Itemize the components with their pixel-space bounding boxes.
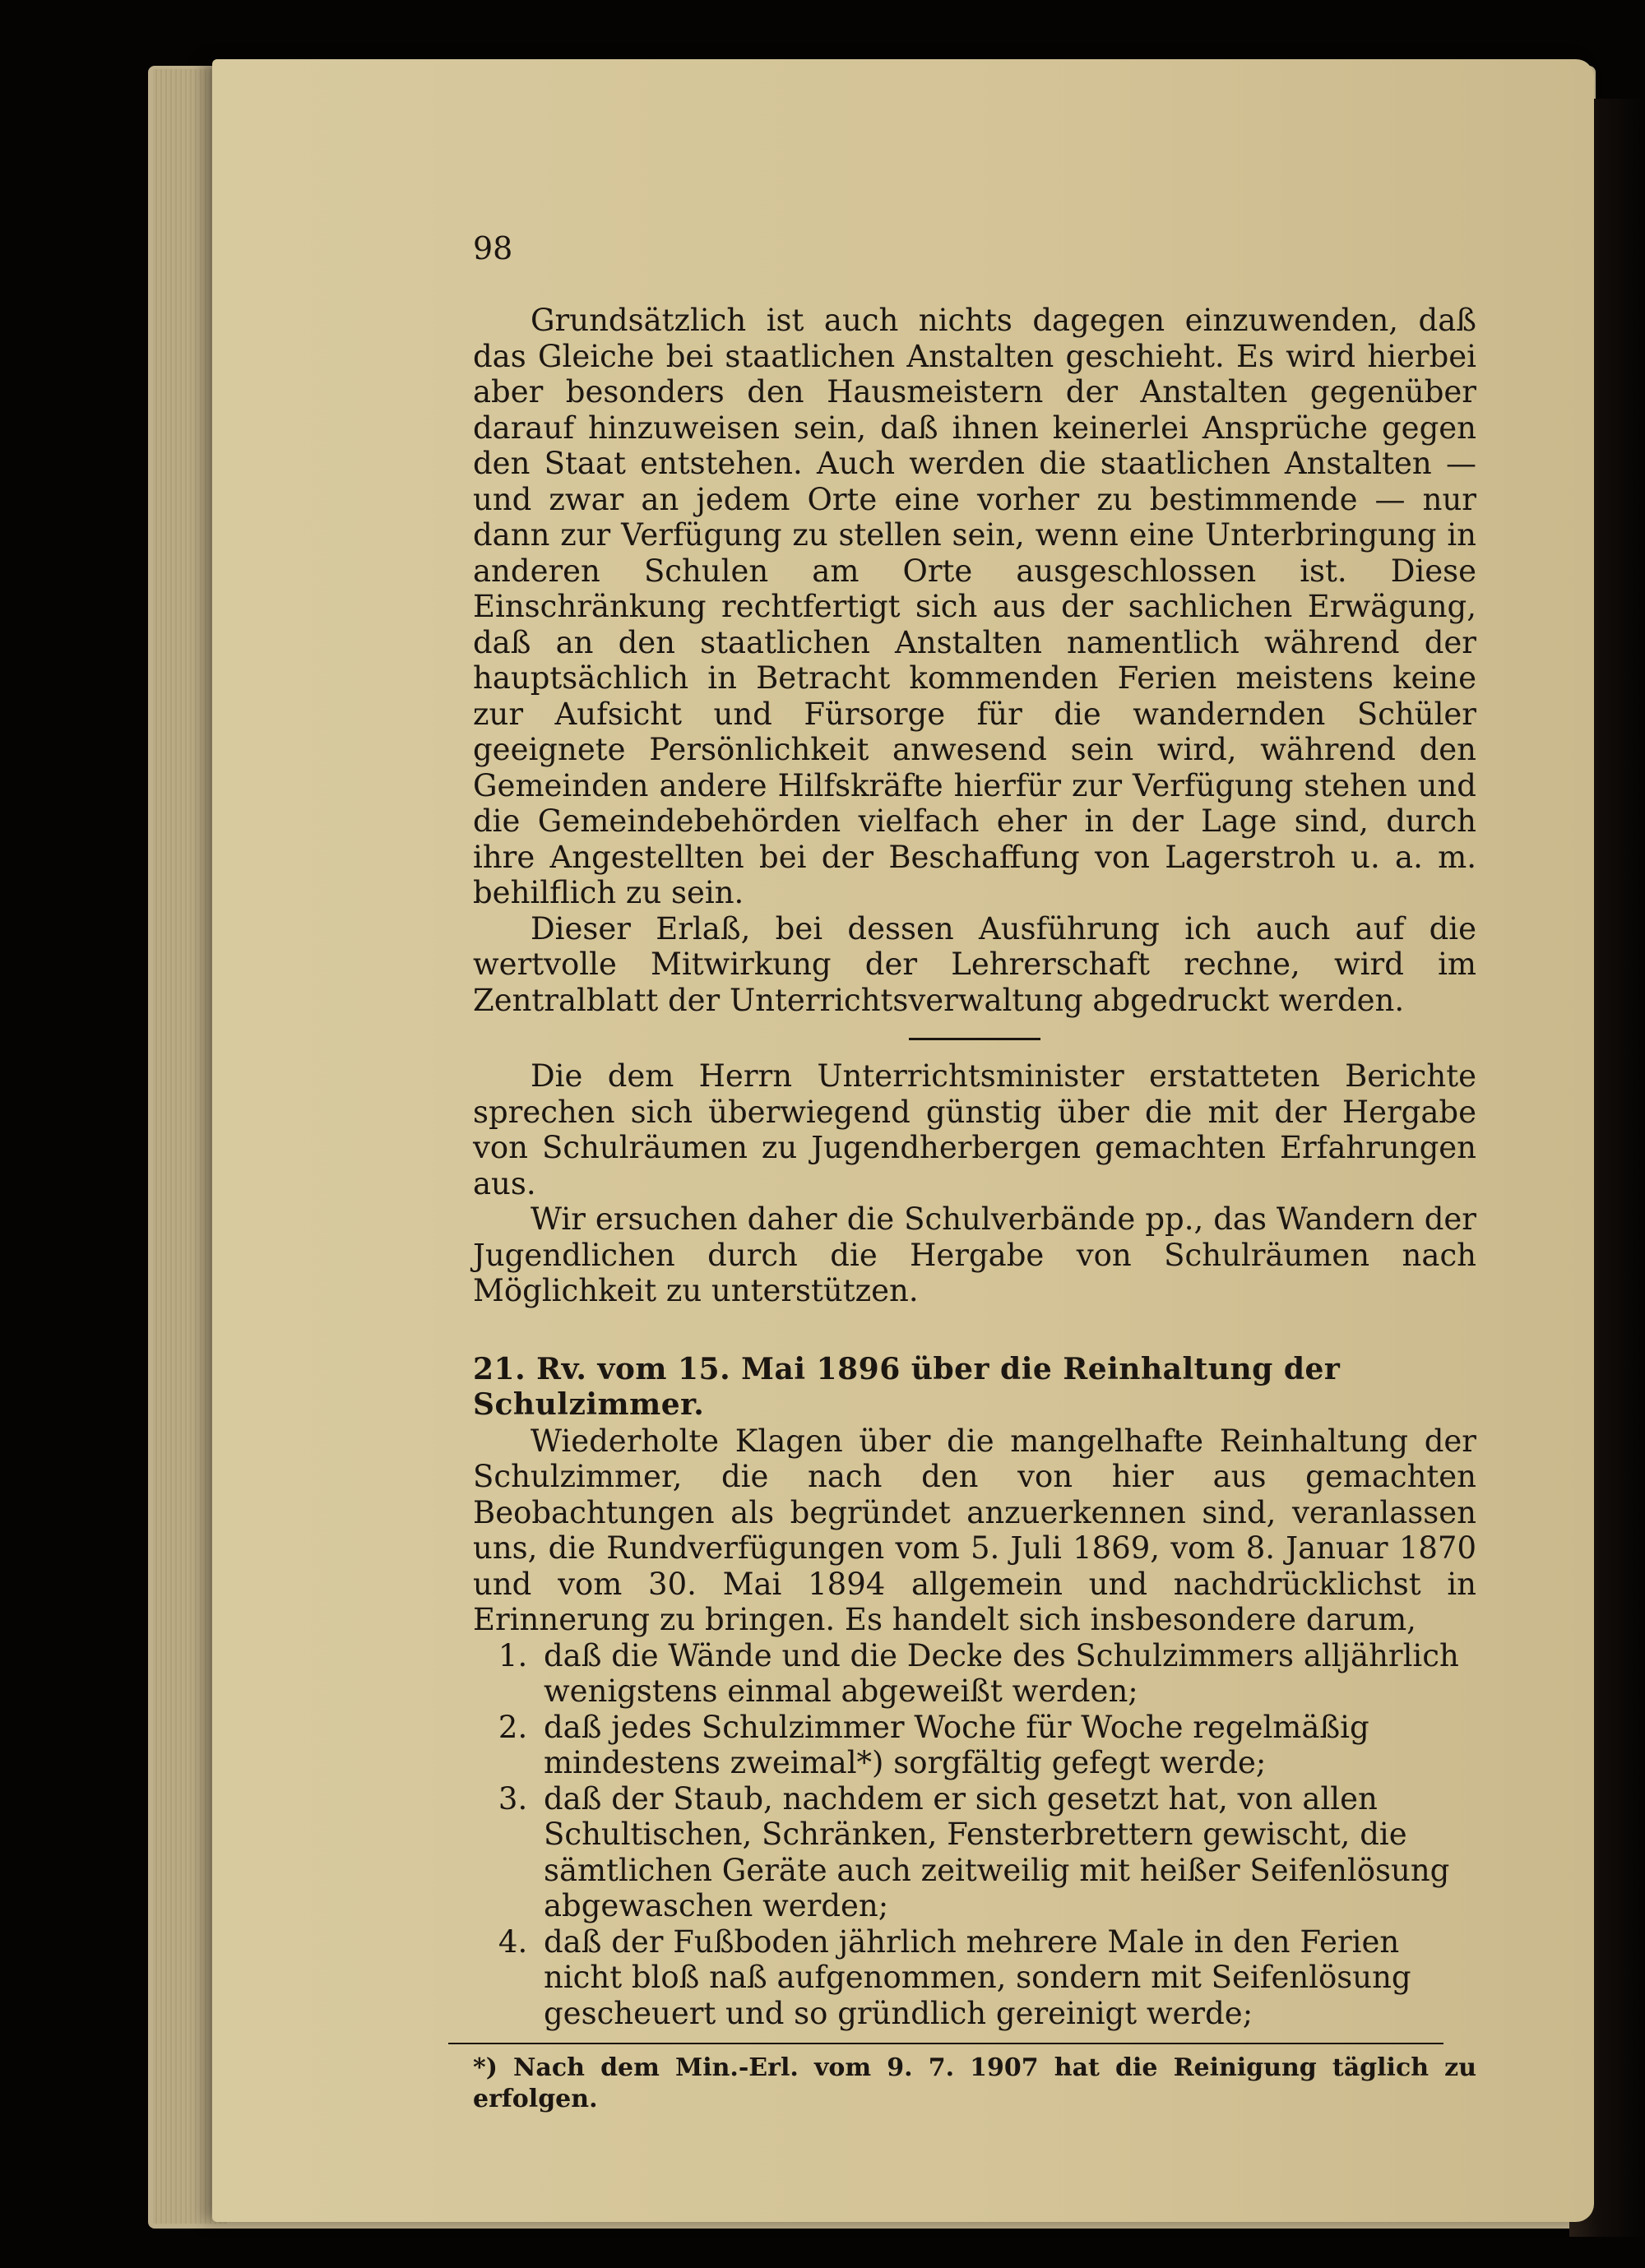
paragraph: Wir ersuchen daher die Schulverbände pp., das Wandern der Jugendlichen durch die Hergabe von Schulräumen nach Möglichkeit zu unterstützen. [473,1201,1476,1308]
paragraph: Grundsätzlich ist auch nichts dagegen einzuwenden, daß das Gleiche bei staatlichen Anstalten geschieht. Es wird hierbei aber besonders den Hausmeistern der Anstalten gegenüber darauf hinzuweisen sein, daß ihnen keinerlei Ansprüche gegen den Staat entstehen. Auch werden die staatlichen Anstalten — und zwar an jedem Orte eine vorher zu bestimmende — nur dann zur Verfügung zu stellen sein, wenn eine Unterbringung in anderen Schulen am Orte ausgeschlossen ist. Diese Einschränkung rechtfertigt sich aus der sachlichen Erwägung, daß an den staatlichen Anstalten namentlich während der hauptsächlich in Betracht kommenden Ferien meistens keine zur Aufsicht und Fürsorge für die wandernden Schüler geeignete Persönlichkeit anwesend sein wird, während den Gemeinden andere Hilfskräfte hierfür zur Verfügung stehen und die Gemeindebehörden vielfach eher in der Lage sind, durch ihre Angestellten bei der Beschaffung von Lagerstroh u. a. m. behilflich zu sein. [473,303,1476,910]
text-block [473,222,1476,2115]
list-item: 3. daß der Staub, nachdem er sich gesetzt hat, von allen Schultischen, Schränken, Fensterbrettern gewischt, die sämtlichen Geräte auch zeitweilig mit heißer Seifenlösung abgewaschen werden; [537,1781,1476,1924]
section-heading: 21. Rv. vom 15. Mai 1896 über die Reinhaltung der Schulzimmer. [473,1351,1341,1422]
page-number: 98 [473,230,513,266]
list-item: 1. daß die Wände und die Decke des Schulzimmers alljährlich wenigstens einmal abgeweißt werden; [537,1638,1476,1710]
footnote: *) Nach dem Min.-Erl. vom 9. 7. 1907 hat die Reinigung täglich zu erfolgen. [473,2053,1476,2113]
separator-rule [909,1038,1040,1040]
paragraph: Wiederholte Klagen über die mangelhafte Reinhaltung der Schulzimmer, die nach den von hier aus gemachten Beobachtungen als begründet anzuerkennen sind, veranlassen uns, die Rundverfügungen vom 5. Juli 1869, vom 8. Januar 1870 und vom 30. Mai 1894 allgemein und nachdrücklichst in Erinnerung zu bringen. Es handelt sich insbesondere darum, [473,1423,1476,1637]
footnote-rule [448,2043,1443,2044]
paragraph: Dieser Erlaß, bei dessen Ausführung ich auch auf die wertvolle Mitwirkung der Lehrerschaft rechne, wird im Zentralblatt der Unterrichtsverwaltung abgedruckt werden. [473,910,1476,1018]
list-item: 2. daß jedes Schulzimmer Woche für Woche regelmäßig mindestens zweimal*) sorgfältig gefegt werde; [537,1710,1476,1781]
paragraph: Die dem Herrn Unterrichtsminister erstatteten Berichte sprechen sich überwiegend günstig über die mit der Hergabe von Schulräumen zu Jugendherbergen gemachten Erfahrungen aus. [473,1058,1476,1201]
list-item: 4. daß der Fußboden jährlich mehrere Male in den Ferien nicht bloß naß aufgenommen, sondern mit Seifenlösung gescheuert und so gründlich gereinigt werde; [537,1924,1476,2032]
numbered-list [473,1638,1476,2032]
